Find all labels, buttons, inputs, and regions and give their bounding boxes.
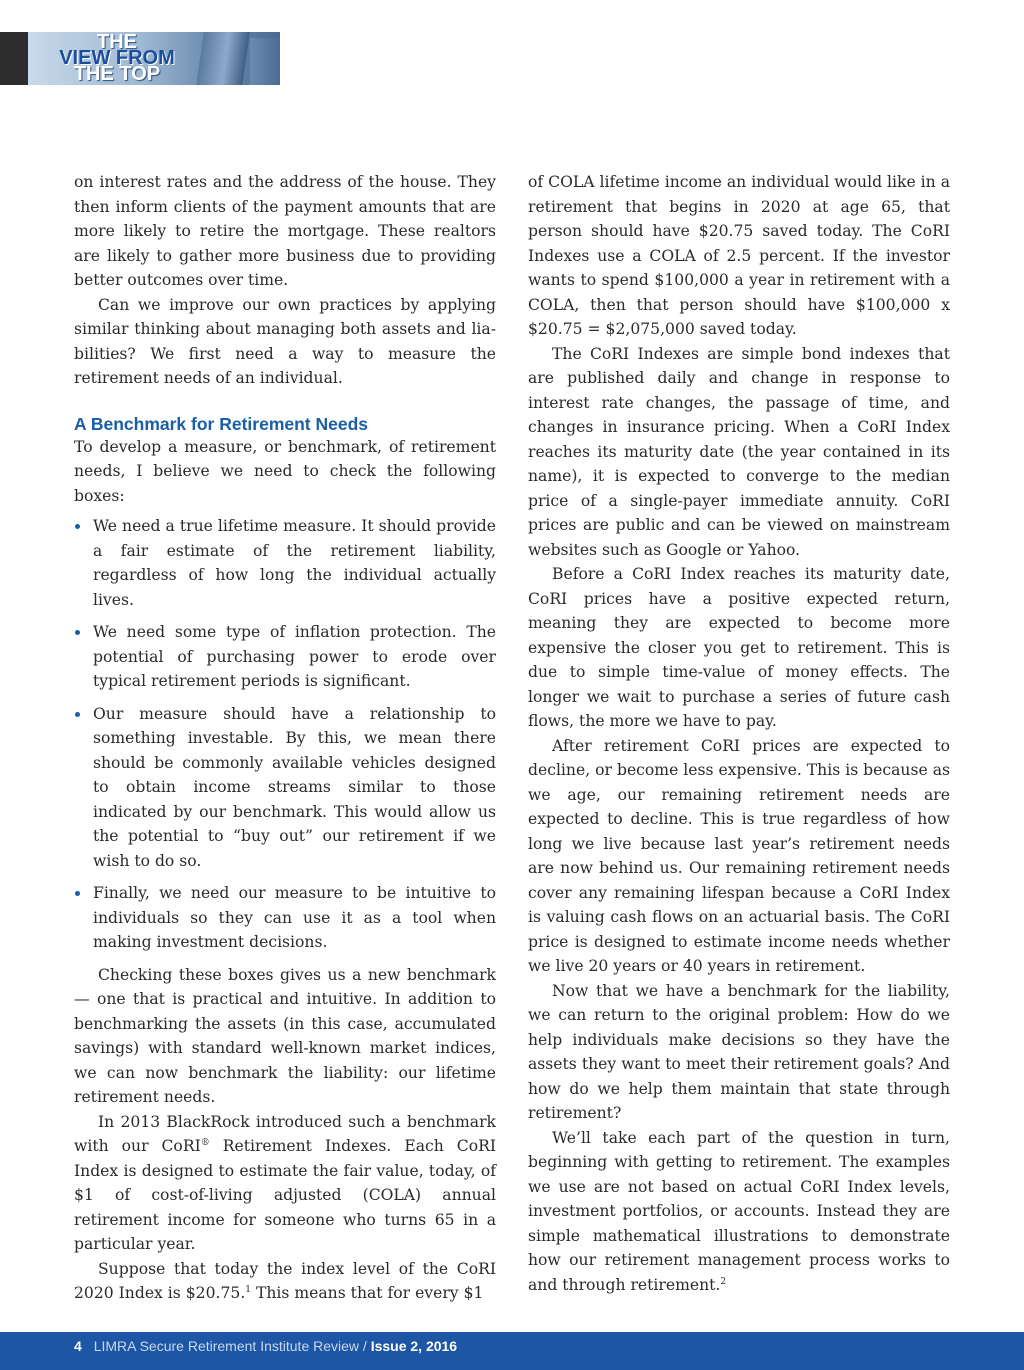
paragraph: on interest rates and the address of the house. They then inform clients of the payment amounts that are more likely to retire the mortgage. These realtors are likely to gather more business due to providing better outcomes over time. [74,173,496,289]
text-run: Retirement Indexes. Each CoRI Index is designed to estimate the fair value, today, of $1 of cost-of-living adjusted (COLA) annual retirement income for someone who turns 65 in a particular year. [74,1137,496,1253]
paragraph: Can we improve our own practices by applying similar thinking about managing both assets and liabilities? We first need a way to measure the retirement needs of an individual. [74,295,496,387]
paragraph: Now that we have a benchmark for the liability, we can return to the original problem: How do we help individuals make decisions so they have the assets they want to meet their retirement goals? And how do we help them maintain that state through retirement? [528,981,950,1122]
text-run: We’ll take each part of the question in turn, beginning with getting to retirement. The examples we use are not based on actual CoRI Index levels, investment portfolios, or accounts. Instead they are simple mathematical illustrations to demonstrate how our retirement management process works to and through retirement. [528,1128,950,1294]
building-shape [250,38,280,85]
page-footer [0,1332,1024,1370]
building-shape [196,32,251,85]
title-line-2: VIEW FROM [59,47,175,69]
left-column [74,170,496,1306]
footnote-ref: 1 [245,1285,252,1295]
publication-name: LIMRA Secure Retirement Institute Review / [93,1338,371,1354]
text-run: Suppose that today the index level of the CoRI 2020 Index is $20.75. [74,1259,496,1302]
list-item: Finally, we need our measure to be intuitive to individuals so they can use it as a tool when making investment decisions. [74,881,496,955]
right-column [528,170,950,1297]
list-item: We need a true lifetime measure. It should provide a fair estimate of the retirement liability, regardless of how long the individual actually lives. [74,514,496,612]
registered-mark: ® [200,1138,210,1148]
paragraph: of COLA lifetime income an individual would like in a retirement that begins in 2020 at age 65, that person should have $20.75 saved today. The CoRI Indexes use a COLA of 2.5 percent. If the investor wants to spend $100,000 a year in retirement with a COLA, then that person should have $100,000 x $20.75 = $2,075,000 saved today. [528,173,950,338]
paragraph: The CoRI Indexes are simple bond indexes that are published daily and change in response to interest rate changes, the passage of time, and changes in insurance pricing. When a CoRI Index reaches its maturity date (the year contained in its name), it is expected to converge to the median price of a single-payer immediate annuity. CoRI prices are public and can be viewed on mainstream websites such as Google or Yahoo. [528,344,950,559]
paragraph: To develop a measure, or benchmark, of retirement needs, I believe we need to check the following boxes: [74,437,496,505]
footer-text [74,1338,457,1354]
list-item: We need some type of inflation protection. The potential of purchasing power to erode over typical retirement periods is significant. [74,620,496,694]
text-run: In 2013 BlackRock introduced such a benchmark with our CoRI [74,1112,496,1155]
issue-label: Issue 2, 2016 [370,1338,458,1354]
paragraph [528,1126,950,1298]
paragraph [74,1110,496,1257]
paragraph [74,1257,496,1306]
bullet-list [74,514,496,955]
paragraph: Checking these boxes gives us a new benchmark — one that is practical and intuitive. In addition to benchmarking the assets (in this case, accumulated savings) with standard well-known market indices, we can now benchmark the liability: our lifetime retirement needs. [74,965,496,1106]
text-run: This means that for every $1 [251,1284,484,1302]
section-heading: A Benchmark for Retirement Needs [74,413,369,434]
header-banner [0,32,280,85]
page-number: 4 [74,1338,82,1354]
list-item: Our measure should have a relationship to something investable. By this, we mean there should be commonly available vehicles designed to obtain income streams similar to those indicated by our benchmark. This would allow us the potential to “buy out” our retirement if we wish to do so. [74,702,496,874]
paragraph: After retirement CoRI prices are expected to decline, or become less expensive. This is because as we age, our remaining retirement needs are expected to decline. This is true regardless of how long we live because last year’s retirement needs are now behind us. Our remaining retirement needs cover any remaining lifespan because a CoRI Index is valuing cash flows on an actuarial basis. The CoRI price is designed to estimate income needs whether we live 20 years or 40 years in retirement. [528,736,950,975]
section-title [34,31,200,85]
title-line-1: THE [97,31,137,53]
footnote-ref: 2 [720,1276,727,1287]
title-line-3: THE TOP [73,63,161,85]
paragraph: Before a CoRI Index reaches its maturity date, CoRI prices have a positive expected return, meaning they are expected to become more expensive the closer you get to retirement. This is due to simple time-value of money effects. The longer we wait to purchase a series of future cash flows, the more we have to pay. [528,565,950,730]
